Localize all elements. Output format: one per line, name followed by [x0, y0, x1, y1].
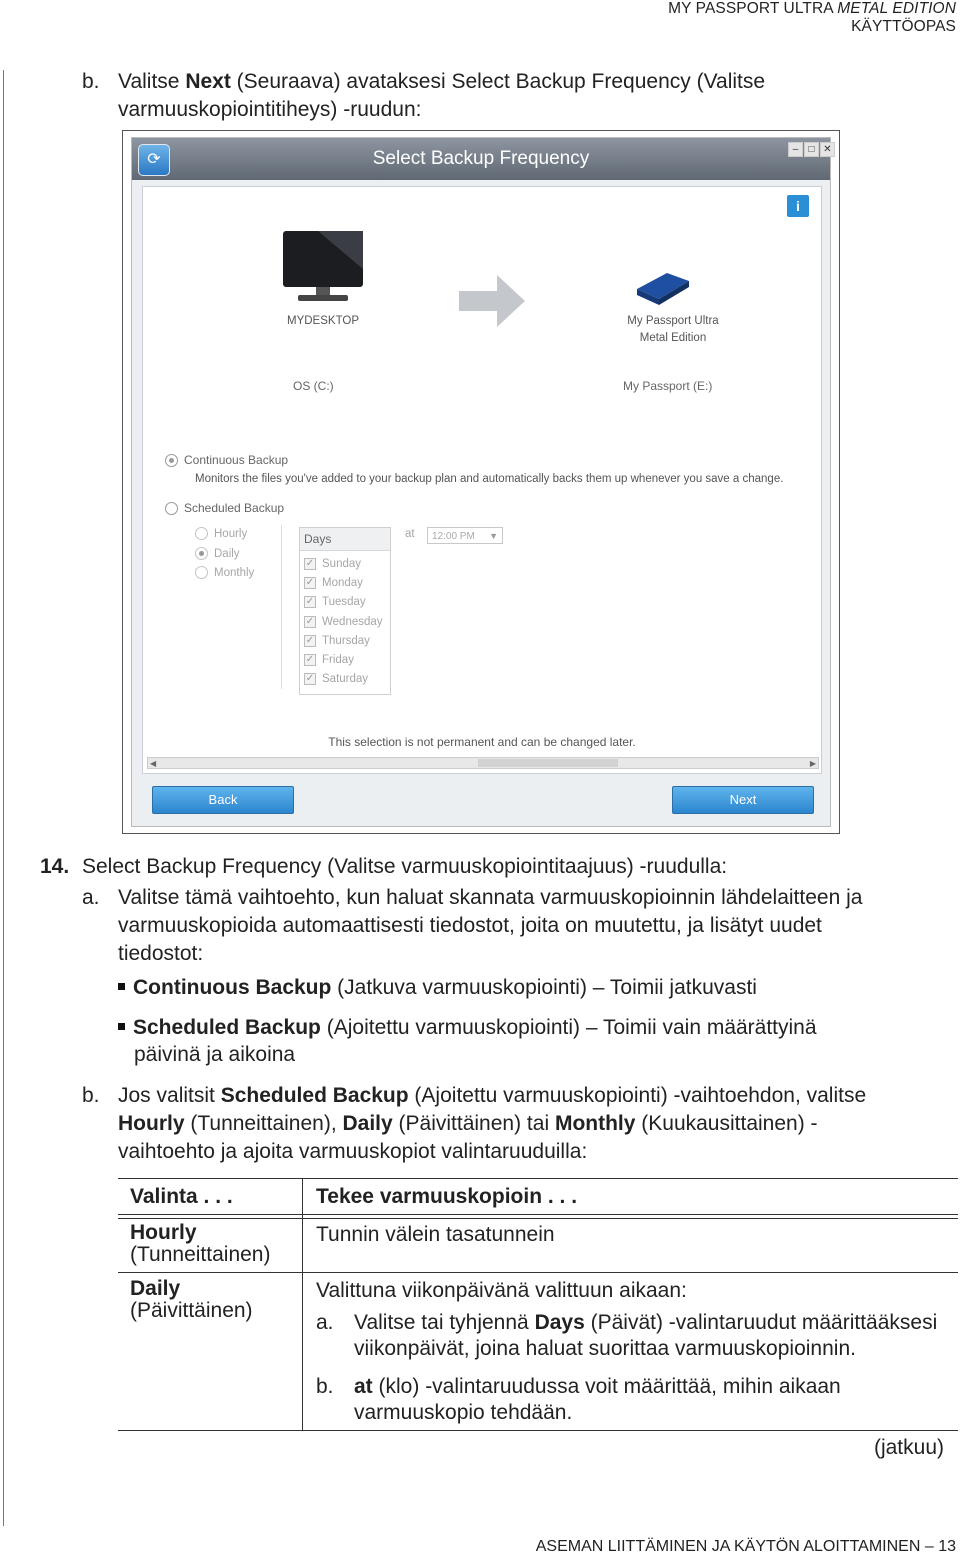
continued-note: (jatkuu)	[873, 1436, 944, 1459]
table-sub-b-text: at (klo) -valintaruudussa voit määrittää, mihin aikaan varmuuskopio tehdään.	[354, 1375, 841, 1424]
desktop-computer-icon	[278, 229, 368, 305]
page-number: 13	[938, 1538, 956, 1555]
chevron-down-icon: ▼	[489, 531, 498, 541]
table-top-rule	[118, 1178, 958, 1179]
frequency-radio-group	[195, 525, 254, 584]
bullet-icon	[118, 1023, 125, 1030]
content-panel	[142, 186, 822, 774]
step-b2-text: Jos valitsit Scheduled Backup (Ajoitettu varmuuskopiointi) -vaihtoehdon, valitse Hourly (Tunneittainen), Daily (Päivittäinen) tai Monthly (Kuukausittainen) - vaihtoehto ja ajoita varmuuskopiot valintaruuduilla:	[118, 1084, 867, 1163]
horizontal-scrollbar[interactable]	[147, 757, 819, 769]
close-icon[interactable]: ✕	[820, 142, 835, 157]
next-button[interactable]: Next	[672, 786, 814, 814]
frequency-hourly[interactable]: Hourly	[195, 525, 254, 545]
running-header	[668, 0, 956, 36]
day-monday[interactable]: ✓ Monday	[305, 577, 363, 590]
table-header-option: Valinta . . .	[130, 1185, 233, 1208]
days-list	[299, 527, 391, 695]
title-bar	[132, 138, 830, 180]
next-keyword: Next	[185, 70, 231, 93]
step-14-label: 14.	[40, 855, 70, 878]
scroll-left-icon[interactable]: ◀	[150, 759, 157, 768]
target-volume: My Passport (E:)	[623, 379, 713, 393]
day-tuesday[interactable]: ✓ Tuesday	[305, 596, 366, 609]
bullet-scheduled: Scheduled Backup (Ajoitettu varmuuskopiointi) – Toimii vain määrättyinä	[118, 1014, 817, 1042]
day-friday[interactable]: ✓ Friday	[305, 653, 354, 667]
margin-rule	[3, 70, 4, 1526]
step-14-text: Select Backup Frequency (Valitse varmuuskopiointitaajuus) -ruudulla:	[82, 855, 728, 878]
scroll-right-icon[interactable]: ▶	[809, 759, 816, 768]
app-icon: ⟳	[138, 144, 170, 176]
day-wednesday[interactable]: ✓ Wednesday	[305, 615, 383, 628]
step-b2-label: b.	[82, 1084, 100, 1107]
frequency-monthly[interactable]: Monthly	[195, 564, 254, 584]
table-sub-b-label: b.	[316, 1375, 334, 1398]
arrow-right-icon	[459, 273, 529, 329]
app-window	[131, 137, 831, 827]
source-volume: OS (C:)	[293, 379, 334, 393]
table-column-divider	[302, 1178, 303, 1430]
step-a-label: a.	[82, 886, 100, 909]
computer-name: MYDESKTOP	[287, 315, 359, 327]
table-sub-a-label: a.	[316, 1311, 334, 1334]
table-header-rule	[118, 1214, 958, 1215]
maximize-icon[interactable]: □	[804, 142, 819, 157]
window-title: Select Backup Frequency	[372, 148, 590, 169]
at-label: at	[405, 528, 415, 540]
table-row-rule	[118, 1272, 958, 1273]
table-header-rule-2	[118, 1218, 958, 1219]
table-row-daily-desc: Valittuna viikonpäivänä valittuun aikaan:	[316, 1279, 687, 1302]
header-product: MY PASSPORT ULTRA	[668, 0, 838, 17]
continuous-backup-description: Monitors the files you've added to your backup plan and automatically backs them up whenever you save a change.	[195, 473, 784, 485]
bullet-continuous: Continuous Backup (Jatkuva varmuuskopiointi) – Toimii jatkuvasti	[118, 974, 757, 1002]
days-header: Days	[300, 528, 390, 551]
time-dropdown[interactable]: 12:00 PM ▼	[427, 527, 503, 544]
header-doc-title: KÄYTTÖOPAS	[851, 18, 956, 35]
page-footer: ASEMAN LIITTÄMINEN JA KÄYTÖN ALOITTAMINEN – 13	[535, 1538, 956, 1555]
day-thursday[interactable]: ✓ Thursday	[305, 634, 370, 647]
external-drive-icon	[633, 267, 693, 307]
frequency-daily[interactable]: Daily	[195, 545, 254, 565]
drive-name: My Passport Ultra Metal Edition	[627, 315, 719, 344]
scheduled-backup-radio[interactable]	[165, 502, 178, 515]
step-a-text: Valitse tämä vaihtoehto, kun haluat skannata varmuuskopioinnin lähdelaitteen ja varmuuskopioida automaattisesti tiedostot, joita on muutettu, ja lisätyt uudet tiedostot:	[118, 886, 863, 965]
bullet-icon	[118, 983, 125, 990]
day-saturday[interactable]: ✓ Saturday	[305, 673, 369, 686]
table-header-action: Tekee varmuuskopioin . . .	[316, 1185, 578, 1208]
footer-section: ASEMAN LIITTÄMINEN JA KÄYTÖN ALOITTAMINEN	[535, 1538, 921, 1555]
step-b-text: Valitse Next (Seuraava) avataksesi Select Backup Frequency (Valitse varmuuskopiointitiheys) -ruudun:	[118, 70, 766, 121]
scheduled-backup-option[interactable]: Scheduled Backup	[165, 501, 284, 515]
table-row-daily-option: Daily (Päivittäinen)	[130, 1277, 253, 1322]
step-b-label: b.	[82, 70, 100, 93]
scroll-thumb[interactable]	[478, 759, 618, 767]
screenshot-select-backup-frequency	[122, 130, 840, 834]
divider	[281, 525, 282, 689]
minimize-icon[interactable]: –	[788, 142, 803, 157]
bullet-scheduled-line2: päivinä ja aikoina	[134, 1043, 296, 1066]
back-button[interactable]: Back	[152, 786, 294, 814]
info-icon[interactable]: i	[787, 195, 809, 217]
table-sub-a-text: Valitse tai tyhjennä Days (Päivät) -valintaruudut määrittääksesi viikonpäivät, joina haluat suorittaa varmuuskopioinnin.	[354, 1311, 938, 1360]
header-edition: METAL EDITION	[837, 0, 956, 17]
continuous-backup-radio[interactable]	[165, 454, 178, 467]
day-sunday[interactable]: ✓ Sunday	[305, 557, 362, 570]
selection-note: This selection is not permanent and can be changed later.	[328, 735, 636, 749]
continuous-backup-option[interactable]: Continuous Backup	[165, 453, 288, 467]
table-row-hourly-desc: Tunnin välein tasatunnein	[316, 1223, 555, 1246]
table-bottom-rule	[118, 1430, 958, 1431]
table-row-hourly-option: Hourly (Tunneittainen)	[130, 1221, 271, 1266]
